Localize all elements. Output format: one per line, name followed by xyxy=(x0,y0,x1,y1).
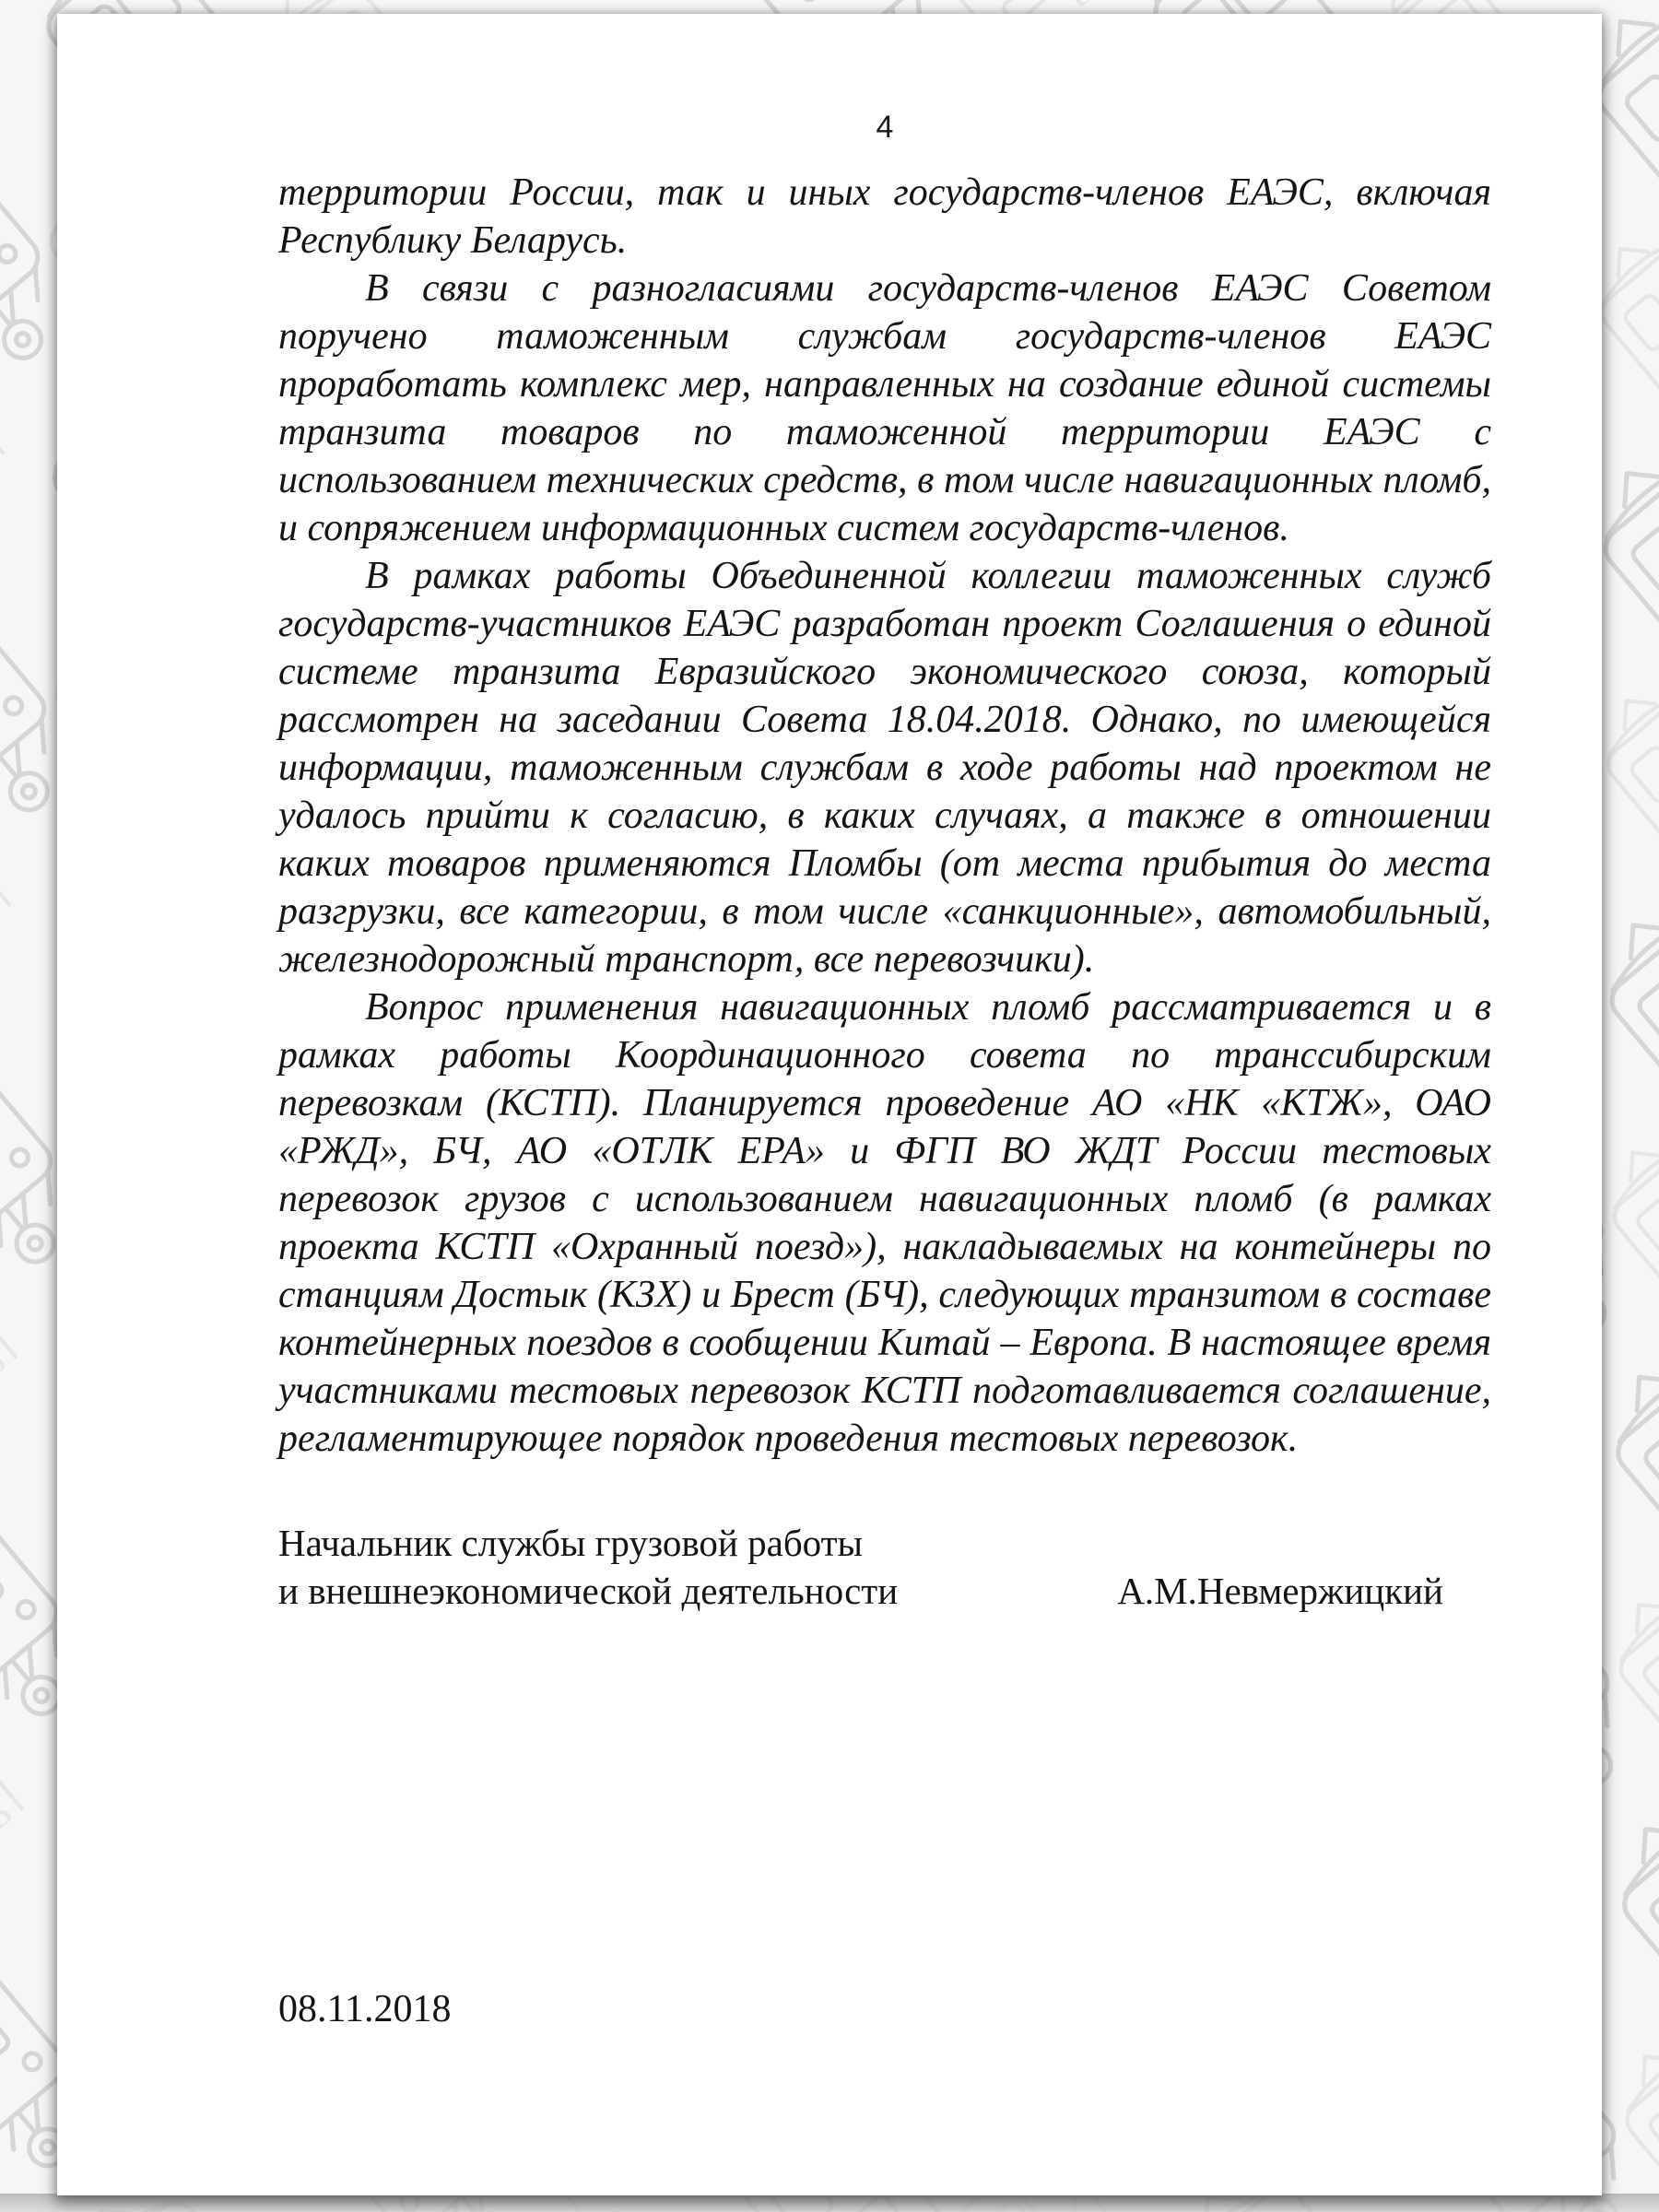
document-body xyxy=(278,169,1491,1463)
signature-row xyxy=(278,1567,1491,1615)
body-paragraph: В рамках работы Объединенной коллегии таможенных служб государств-участников ЕАЭС разработан проект Соглашения о единой системе транзита Евразийского экономического союза, который рассмотрен на заседании Совета 18.04.2018. Однако, по имеющейся информации, таможенным службам в ходе работы над проектом не удалось прийти к согласию, в каких случаях, а также в отношении каких товаров применяются Пломбы (от места прибытия до места разгрузки, все категории, в том числе «санкционные», автомобильный, железнодорожный транспорт, все перевозчики). xyxy=(278,555,1491,981)
document-date: 08.11.2018 xyxy=(278,1988,452,2030)
body-paragraph: В связи с разногласиями государств-членов ЕАЭС Советом поручено таможенным службам государств-членов ЕАЭС проработать комплекс мер, направленных на создание единой системы транзита товаров по таможенной территории ЕАЭС с использованием технических средств, в том числе навигационных пломб, и сопряжением информационных систем государств-членов. xyxy=(278,267,1491,549)
body-paragraph: территории России, так и иных государств-членов ЕАЭС, включая Республику Беларусь. xyxy=(278,171,1491,262)
signature-block xyxy=(278,1519,1491,1615)
body-paragraph: Вопрос применения навигационных пломб рассматривается и в рамках работы Координационного совета по транссибирским перевозкам (КСТП). Планируется проведение АО «НК «КТЖ», ОАО «РЖД», БЧ, АО «ОТЛК ЕРА» и ФГП ВО ЖДТ России тестовых перевозок грузов с использованием навигационных пломб (в рамках проекта КСТП «Охранный поезд»), накладываемых на контейнеры по станциям Достык (КЗХ) и Брест (БЧ), следующих транзитом в составе контейнерных поездов в сообщении Китай – Европа. В настоящее время участниками тестовых перевозок КСТП подготавливается соглашение, регламентирующее порядок проведения тестовых перевозок. xyxy=(278,986,1491,1460)
signature-position-line1: Начальник службы грузовой работы xyxy=(278,1522,864,1564)
signature-position-line2: и внешнеэкономической деятельности xyxy=(278,1570,899,1612)
document-page xyxy=(57,14,1602,2195)
signature-name: А.М.Невмержицкий xyxy=(1117,1570,1443,1612)
page-number: 4 xyxy=(876,110,894,145)
